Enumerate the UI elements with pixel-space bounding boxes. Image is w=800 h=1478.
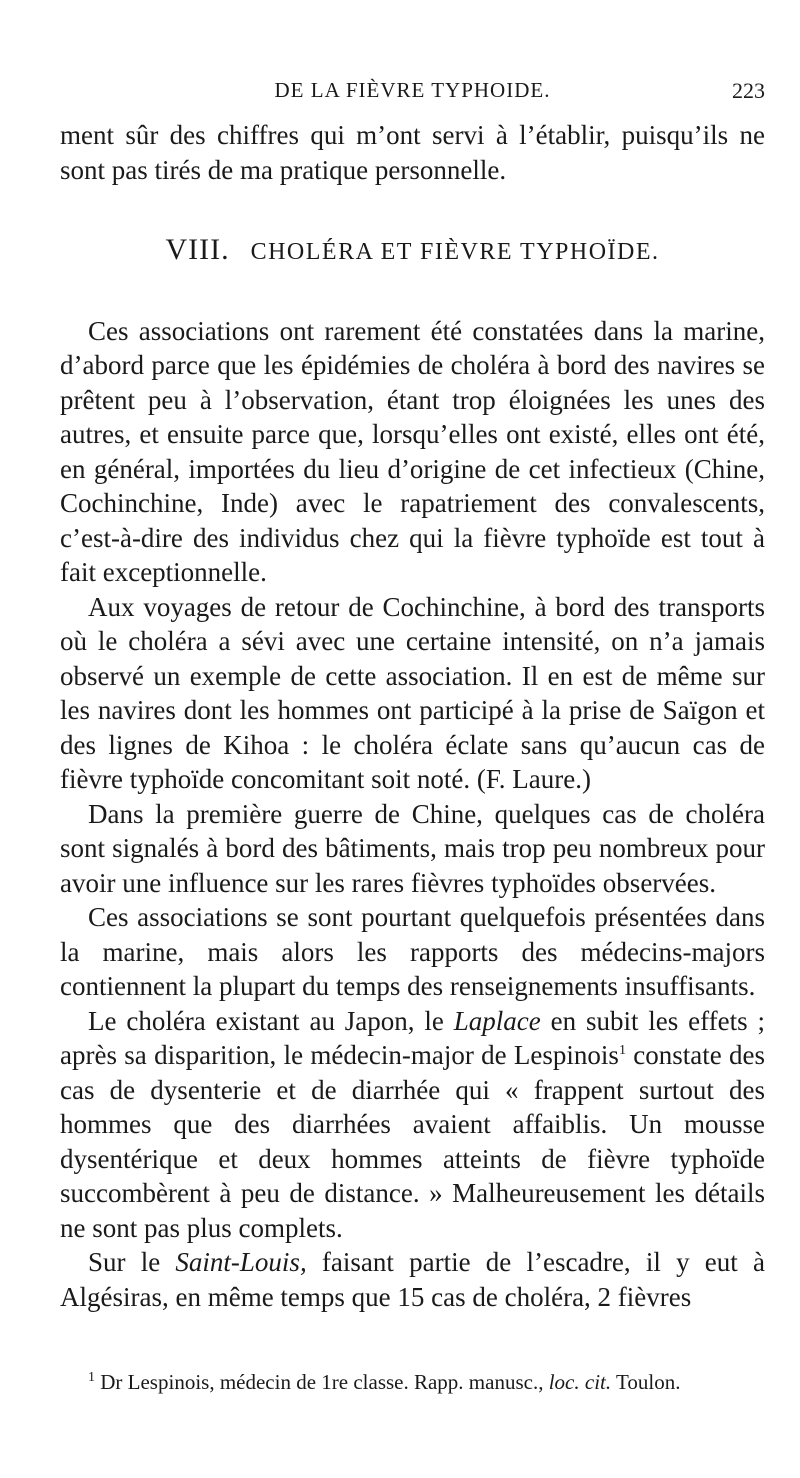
footnote-text: Dr Lespinois, médecin de 1re classe. Rapp. manusc., (95, 1370, 549, 1394)
text-run: Sur le (88, 1247, 176, 1277)
text-run: en subit les effets ; après sa disparition, le médecin-major de Lespinois (60, 1005, 765, 1070)
footnote-text: Toulon. (611, 1370, 681, 1394)
section-title: CHOLÉRA ET FIÈVRE TYPHOÏDE. (250, 239, 660, 265)
running-head (60, 78, 765, 108)
footnote (60, 1368, 765, 1396)
footnote-reference: 1 (618, 1043, 626, 1058)
ship-name: Saint-Louis, (175, 1247, 307, 1277)
footnote-marker: 1 (88, 1370, 95, 1385)
ship-name: Laplace (453, 1005, 541, 1036)
paragraph: Ces associations se sont pourtant quelquefois présentées dans la marine, mais alors les rapports des médecins-majors contiennent la plupart du temps des renseignements insuffisants. (60, 902, 765, 1001)
paragraph (60, 1245, 765, 1314)
section-heading (60, 233, 765, 270)
page-number: 223 (732, 78, 765, 103)
paragraph (60, 1004, 765, 1246)
paragraph-continuation: ment sûr des chiffres qui m’ont servi à l’établir, puisqu’ils ne sont pas tirés de ma pratique personnelle. (60, 120, 765, 185)
text-run: faisant partie de l’escadre, il y eut à Algésiras, en même temps que 15 cas de choléra, 2 fièvres (60, 1247, 765, 1312)
running-title: DE LA FIÈVRE TYPHOIDE. (274, 78, 551, 102)
main-text (60, 118, 765, 1314)
text-run: Le choléra existant au Japon, le (88, 1005, 454, 1036)
section-number: VIII. (165, 233, 230, 266)
paragraph: Ces associations ont rarement été constatées dans la marine, d’abord parce que les épidémies de choléra à bord des navires se prêtent peu à l’observation, étant trop éloignées les unes des autres, et ensuite parce que, lorsqu’elles ont existé, elles ont été, en général, importées du lieu d’origine de cet infectieux (Chine, Cochinchine, Inde) avec le rapatriement des convalescents, c’est-à-dire des individus chez qui la fièvre typhoïde est tout à fait exceptionnelle. (60, 315, 765, 587)
text-run: constate des cas de dysenterie et de diarrhée qui « frappent surtout des hommes que des diarrhées avaient affaiblis. Un mousse dysentérique et deux hommes atteints de fièvre typhoïde succombèrent à peu de distance. » Malheureusement les détails ne sont pas plus complets. (60, 1040, 766, 1243)
paragraph: Aux voyages de retour de Cochinchine, à bord des transports où le choléra a sévi avec une certaine intensité, on n’a jamais observé un exemple de cette association. Il en est de même sur les navires dont les hommes ont participé à la prise de Saïgon et des lignes de Kihoa : le choléra éclate sans qu’aucun cas de fièvre typhoïde concomitant soit noté. (F. Laure.) (60, 591, 765, 794)
footnote-reference-text: loc. cit. (548, 1370, 612, 1394)
paragraph: Dans la première guerre de Chine, quelques cas de choléra sont signalés à bord des bâtiments, mais trop peu nombreux pour avoir une influence sur les rares fièvres typhoïdes observées. (60, 798, 765, 898)
